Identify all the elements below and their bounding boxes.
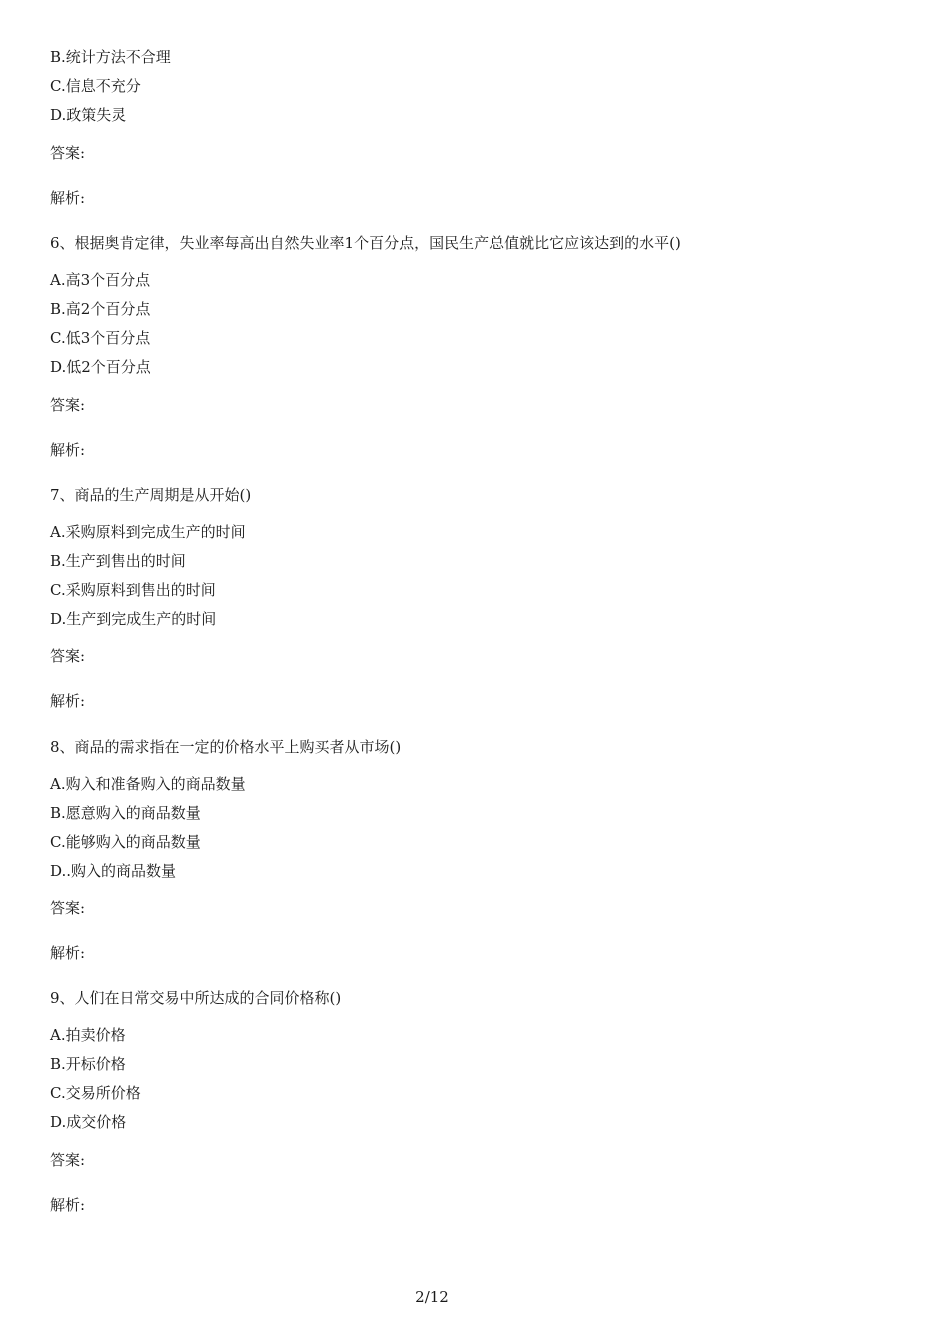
q6-option-d: D.低2个百分点 bbox=[50, 358, 151, 376]
q6-stem: 6、根据奥肯定律，失业率每高出自然失业率1个百分点，国民生产总值就比它应该达到的水平() bbox=[50, 234, 681, 252]
q7-stem: 7、商品的生产周期是从开始() bbox=[50, 486, 252, 504]
q9-option-c: C.交易所价格 bbox=[50, 1084, 141, 1102]
q5-answer-label: 答案: bbox=[50, 144, 86, 162]
q9-option-a: A.拍卖价格 bbox=[50, 1026, 126, 1044]
q6-answer-label: 答案: bbox=[50, 396, 86, 414]
q9-analysis-label: 解析: bbox=[50, 1196, 86, 1214]
q7-option-b: B.生产到售出的时间 bbox=[50, 552, 186, 570]
q8-stem: 8、商品的需求指在一定的价格水平上购买者从市场() bbox=[50, 738, 402, 756]
q7-option-d: D.生产到完成生产的时间 bbox=[50, 610, 217, 628]
q8-option-b: B.愿意购入的商品数量 bbox=[50, 804, 201, 822]
q6-option-a: A.高3个百分点 bbox=[50, 271, 151, 289]
q5-analysis-label: 解析: bbox=[50, 189, 86, 207]
q9-stem: 9、人们在日常交易中所达成的合同价格称() bbox=[50, 989, 342, 1007]
q7-answer-label: 答案: bbox=[50, 647, 86, 665]
q8-answer-label: 答案: bbox=[50, 899, 86, 917]
q8-analysis-label: 解析: bbox=[50, 944, 86, 962]
q9-answer-label: 答案: bbox=[50, 1151, 86, 1169]
q7-option-a: A.采购原料到完成生产的时间 bbox=[50, 523, 246, 541]
q8-option-c: C.能够购入的商品数量 bbox=[50, 833, 201, 851]
q7-analysis-label: 解析: bbox=[50, 692, 86, 710]
q6-analysis-label: 解析: bbox=[50, 441, 86, 459]
q9-option-d: D.成交价格 bbox=[50, 1113, 127, 1131]
q6-option-b: B.高2个百分点 bbox=[50, 300, 151, 318]
q9-option-b: B.开标价格 bbox=[50, 1055, 126, 1073]
q6-option-c: C.低3个百分点 bbox=[50, 329, 151, 347]
page-number: 2/12 bbox=[415, 1288, 449, 1306]
q7-option-c: C.采购原料到售出的时间 bbox=[50, 581, 216, 599]
q8-option-a: A.购入和准备购入的商品数量 bbox=[50, 775, 246, 793]
q5-option-d: D.政策失灵 bbox=[50, 106, 127, 124]
q5-option-c: C.信息不充分 bbox=[50, 77, 141, 95]
q5-option-b: B.统计方法不合理 bbox=[50, 48, 171, 66]
q8-option-d: D..购入的商品数量 bbox=[50, 862, 177, 880]
